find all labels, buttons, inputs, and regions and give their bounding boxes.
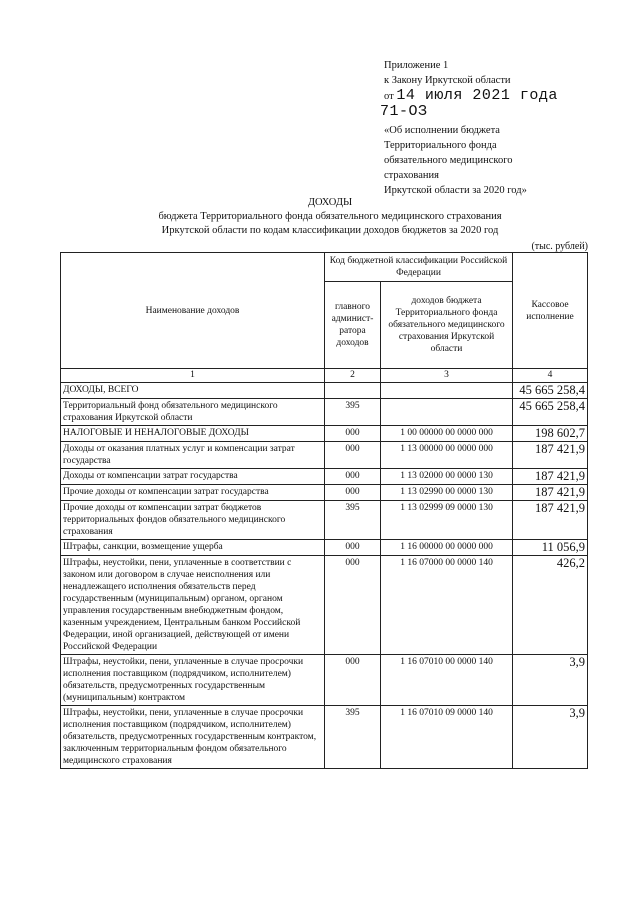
document-title	[60, 196, 600, 238]
table-row	[61, 442, 588, 469]
row-income-code: 1 16 07010 09 0000 140	[381, 706, 513, 769]
row-admin-code: 000	[325, 442, 381, 469]
row-income-code: 1 16 07000 00 0000 140	[381, 556, 513, 655]
title-heading: ДОХОДЫ	[307, 197, 353, 208]
annex-law: к Закону Иркутской области	[384, 75, 511, 86]
units-label: (тыс. рублей)	[531, 241, 588, 252]
annex-law-number: 71-ОЗ	[380, 103, 428, 120]
title-subline-2: Иркутской области по кодам классификации доходов бюджетов за 2020 год	[161, 225, 499, 236]
row-sum: 45 665 258,4	[513, 399, 588, 426]
table-row	[61, 540, 588, 556]
row-sum: 3,9	[513, 655, 588, 706]
table-row	[61, 383, 588, 399]
annex-date-prefix: от	[384, 91, 394, 102]
col-number-2: 2	[325, 369, 381, 383]
header-income-code: доходов бюджета Территориального фонда обязательного медицинского страхования Иркутской области	[381, 282, 513, 369]
row-name: Территориальный фонд обязательного медицинского страхования Иркутской области	[61, 399, 325, 426]
row-sum: 187 421,9	[513, 485, 588, 501]
row-admin-code: 000	[325, 655, 381, 706]
row-admin-code: 395	[325, 706, 381, 769]
row-sum: 187 421,9	[513, 442, 588, 469]
header-sum: Кассовое исполнение	[513, 253, 588, 369]
col-number-3: 3	[381, 369, 513, 383]
annex-subject-2: Территориального фонда	[384, 140, 497, 151]
row-income-code: 1 16 07010 00 0000 140	[381, 655, 513, 706]
row-sum: 3,9	[513, 706, 588, 769]
row-sum: 11 056,9	[513, 540, 588, 556]
row-income-code: 1 16 00000 00 0000 000	[381, 540, 513, 556]
row-name: Доходы от оказания платных услуг и компенсации затрат государства	[61, 442, 325, 469]
row-admin-code: 000	[325, 426, 381, 442]
annex-subject-1: «Об исполнении бюджета	[384, 125, 500, 136]
row-admin-code: 000	[325, 485, 381, 501]
title-subline-1: бюджета Территориального фонда обязательного медицинского страхования	[158, 211, 502, 222]
row-income-code: 1 13 00000 00 0000 000	[381, 442, 513, 469]
col-number-1: 1	[61, 369, 325, 383]
annex-date: 14 июля 2021 года	[396, 87, 558, 104]
row-admin-code: 395	[325, 501, 381, 540]
table-row	[61, 469, 588, 485]
table-row	[61, 706, 588, 769]
row-name: Штрафы, санкции, возмещение ущерба	[61, 540, 325, 556]
table-row	[61, 556, 588, 655]
row-income-code	[381, 383, 513, 399]
row-name: Штрафы, неустойки, пени, уплаченные в соответствии с законом или договором в случае неисполнения или ненадлежащего исполнения обязательств перед государственным (муниципальным) органом, органом управления государственным внебюджетным фондом, казенным учреждением, Центральным банком Российской Федерации, иной организацией, действующей от имени Российской Федерации	[61, 556, 325, 655]
row-admin-code: 000	[325, 540, 381, 556]
row-name: Штрафы, неустойки, пени, уплаченные в случае просрочки исполнения поставщиком (подрядчиком, исполнителем) обязательств, предусмотренных государственным (муниципальным) контрактом	[61, 655, 325, 706]
row-sum: 187 421,9	[513, 501, 588, 540]
annex-title: Приложение 1	[384, 60, 449, 71]
table-row	[61, 399, 588, 426]
table-row	[61, 426, 588, 442]
row-name: НАЛОГОВЫЕ И НЕНАЛОГОВЫЕ ДОХОДЫ	[61, 426, 325, 442]
row-name: Штрафы, неустойки, пени, уплаченные в случае просрочки исполнения поставщиком (подрядчиком, исполнителем) обязательств, предусмотренных государственным контрактом, заключенным территориальным фондом обязательного медицинского страхования	[61, 706, 325, 769]
annex-subject-4: страхования	[384, 170, 439, 181]
row-income-code: 1 13 02000 00 0000 130	[381, 469, 513, 485]
col-number-4: 4	[513, 369, 588, 383]
annex-subject-5: Иркутской области за 2020 год»	[384, 185, 527, 196]
income-table	[60, 252, 588, 769]
row-income-code: 1 13 02990 00 0000 130	[381, 485, 513, 501]
row-income-code: 1 00 00000 00 0000 000	[381, 426, 513, 442]
column-numbers-row	[61, 369, 588, 383]
table-row	[61, 655, 588, 706]
header-name: Наименование доходов	[61, 253, 325, 369]
row-sum: 198 602,7	[513, 426, 588, 442]
row-name: Прочие доходы от компенсации затрат бюджетов территориальных фондов обязательного медицинского страхования	[61, 501, 325, 540]
row-income-code: 1 13 02999 09 0000 130	[381, 501, 513, 540]
row-sum: 45 665 258,4	[513, 383, 588, 399]
row-admin-code: 000	[325, 469, 381, 485]
header-code-group: Код бюджетной классификации Российской Федерации	[325, 253, 513, 282]
row-sum: 426,2	[513, 556, 588, 655]
annex-subject-3: обязательного медицинского	[384, 155, 513, 166]
row-sum: 187 421,9	[513, 469, 588, 485]
row-name: Доходы от компенсации затрат государства	[61, 469, 325, 485]
row-name: ДОХОДЫ, ВСЕГО	[61, 383, 325, 399]
row-admin-code: 395	[325, 399, 381, 426]
row-name: Прочие доходы от компенсации затрат государства	[61, 485, 325, 501]
row-admin-code: 000	[325, 556, 381, 655]
table-row	[61, 501, 588, 540]
row-income-code	[381, 399, 513, 426]
table-row	[61, 485, 588, 501]
header-admin: главного админист-ратора доходов	[325, 282, 381, 369]
annex-block	[380, 58, 614, 198]
row-admin-code	[325, 383, 381, 399]
